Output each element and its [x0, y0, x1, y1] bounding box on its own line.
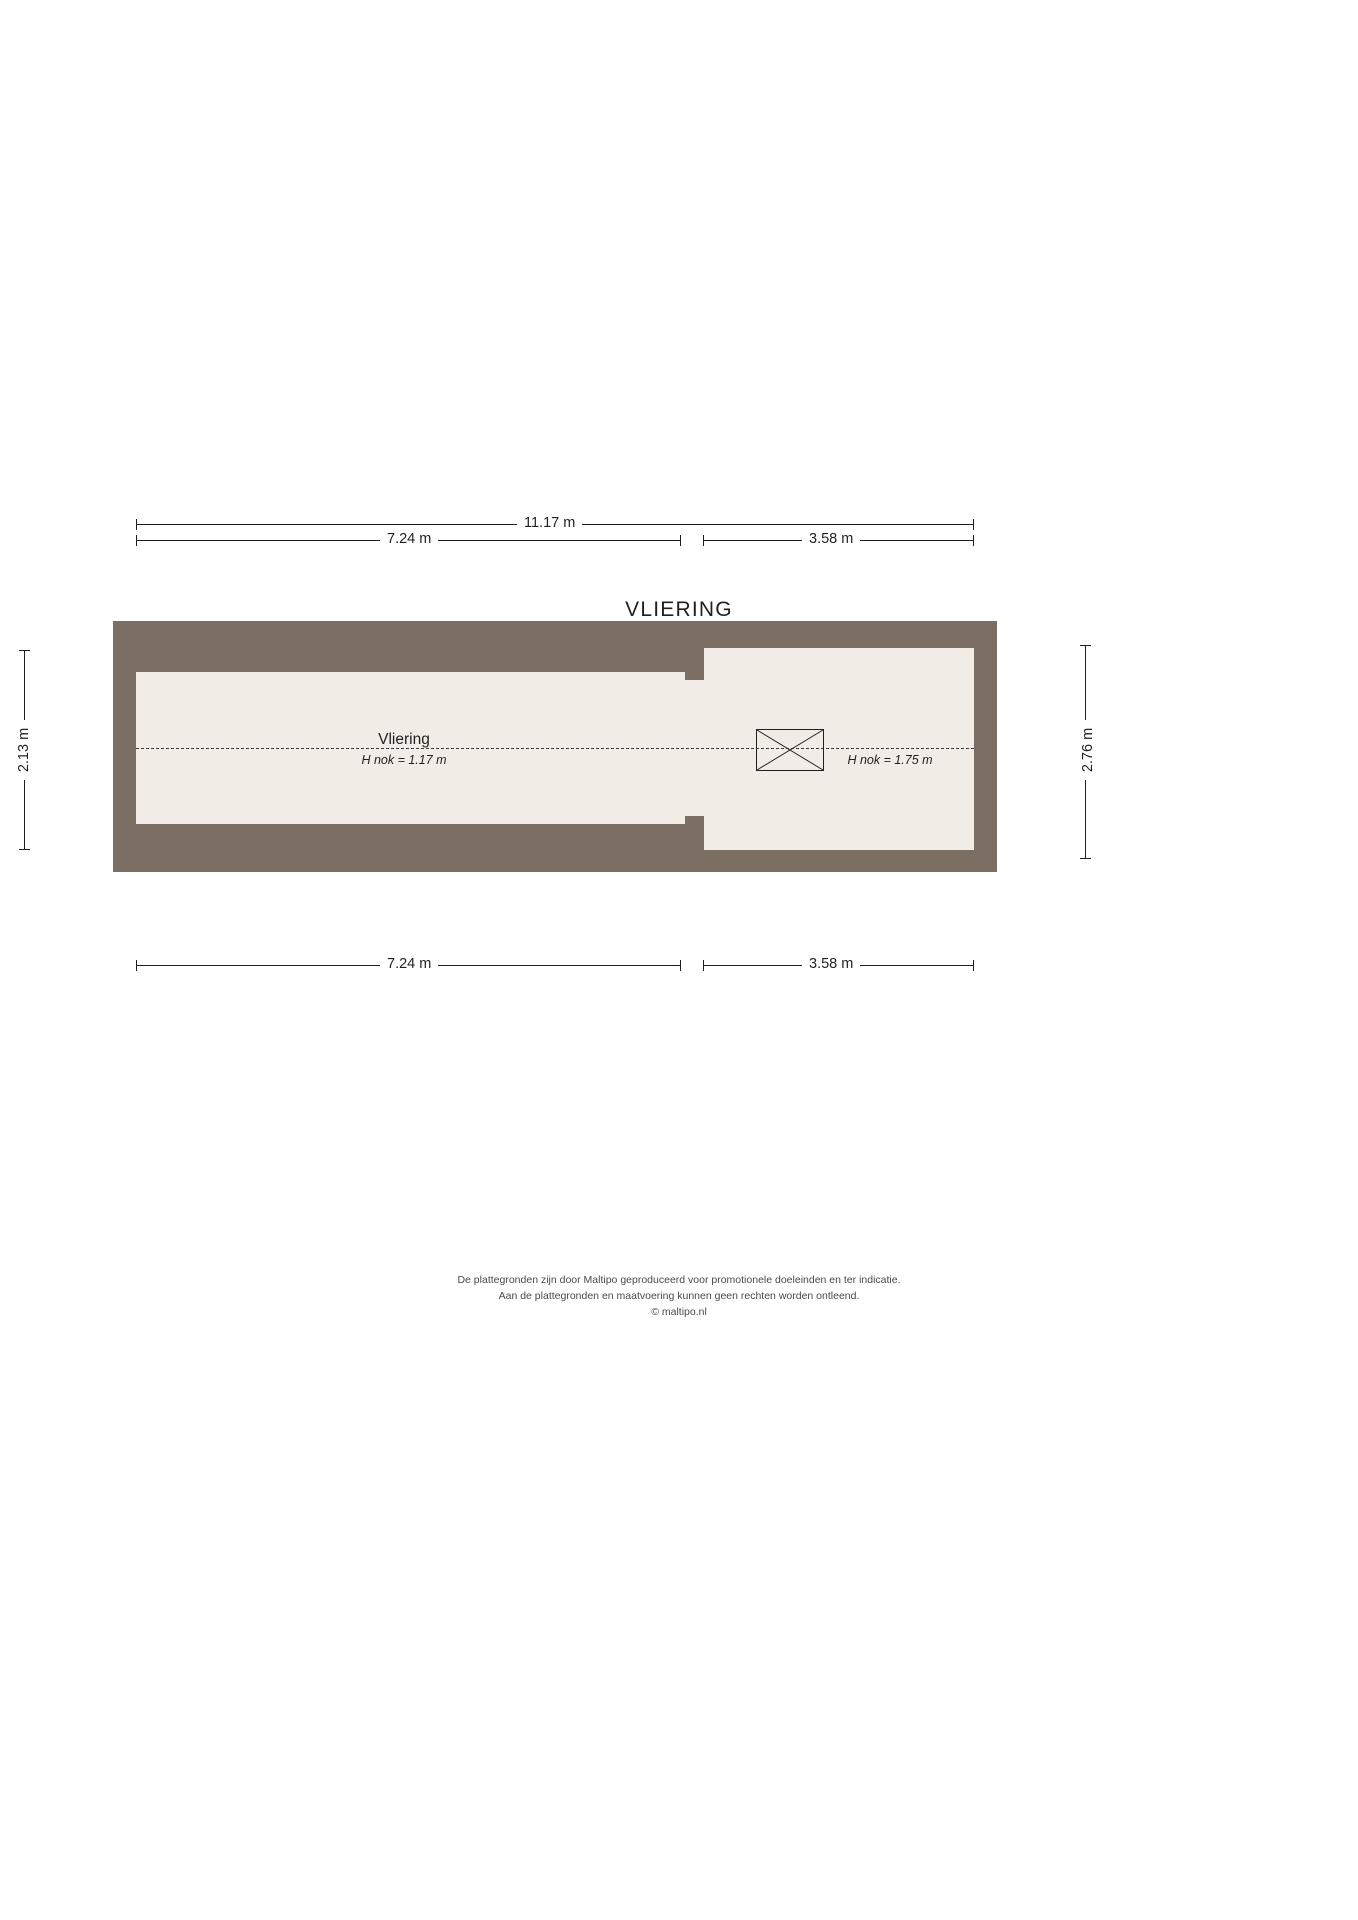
- right-vertical-tick-bottom: [1080, 858, 1091, 859]
- left-vertical-dim-label: 2.13 m: [16, 720, 32, 780]
- disclaimer-line-2: Aan de plattegronden en maatvoering kunnen geen rechten worden ontleend.: [498, 1290, 860, 1302]
- top-right-tick-start: [703, 535, 704, 546]
- top-right-tick-end: [973, 535, 974, 546]
- bottom-right-dim-label: 3.58 m: [802, 956, 860, 972]
- floor-area-right: [704, 648, 974, 850]
- top-overall-tick-right: [973, 519, 974, 530]
- top-left-tick-end: [680, 535, 681, 546]
- top-overall-tick-left: [136, 519, 137, 530]
- room-label-vliering: Vliering: [378, 731, 430, 748]
- disclaimer-line-1: De plattegronden zijn door Maltipo geproduceerd voor promotionele doeleinden en ter indicatie.: [457, 1274, 901, 1286]
- top-left-tick-start: [136, 535, 137, 546]
- bottom-right-tick-start: [703, 960, 704, 971]
- top-right-dim-label: 3.58 m: [802, 531, 860, 547]
- bottom-right-tick-end: [973, 960, 974, 971]
- left-vertical-tick-top: [19, 650, 30, 651]
- bottom-left-tick-start: [136, 960, 137, 971]
- room-height-note-right: H nok = 1.75 m: [847, 753, 933, 767]
- room-height-note-left: H nok = 1.17 m: [361, 753, 447, 767]
- page-title: VLIERING: [625, 598, 733, 621]
- right-vertical-tick-top: [1080, 645, 1091, 646]
- disclaimer: [0, 1272, 1358, 1320]
- copyright-line: © maltipo.nl: [651, 1306, 707, 1318]
- top-overall-dim-label: 11.17 m: [517, 515, 582, 531]
- right-vertical-dim-label: 2.76 m: [1080, 720, 1096, 780]
- bottom-left-dim-label: 7.24 m: [380, 956, 438, 972]
- top-left-dim-label: 7.24 m: [380, 531, 438, 547]
- left-vertical-tick-bottom: [19, 849, 30, 850]
- bottom-left-tick-end: [680, 960, 681, 971]
- ridge-line: [136, 748, 974, 749]
